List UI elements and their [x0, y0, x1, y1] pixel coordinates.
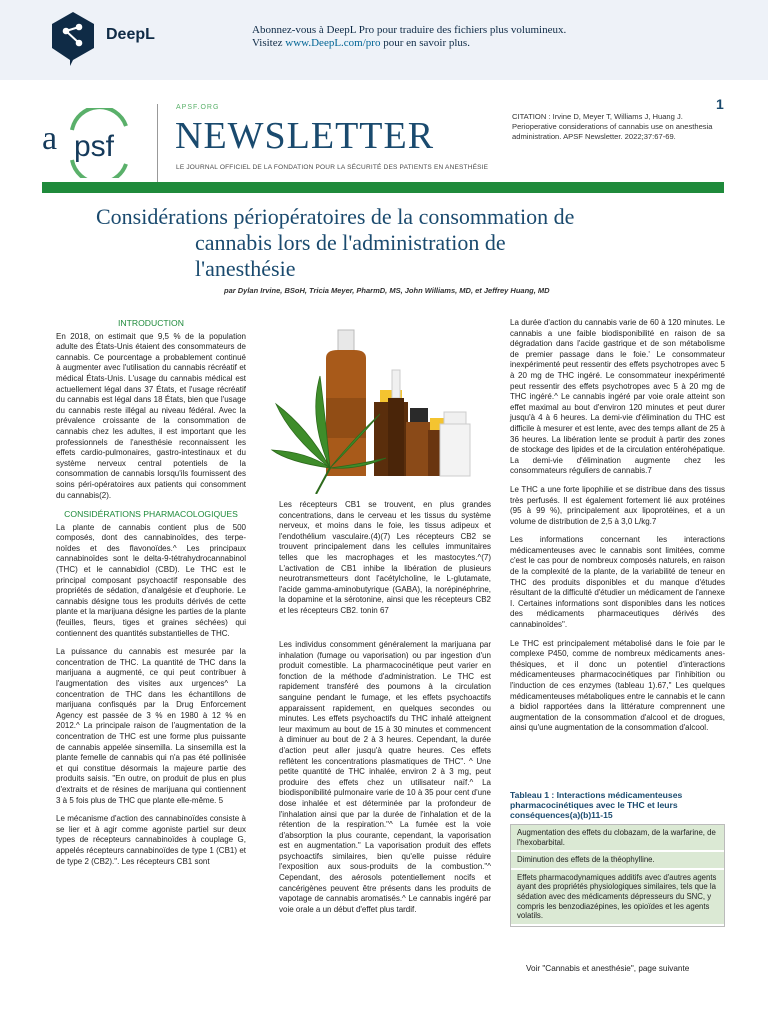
col3-paragraph-2: Le THC a une forte lipophilie et se distribue dans des tissus très perfusés. Il est également fortement lié aux protéines (95 à 99 %), principalement aux lipoprotéines, et a un volume de distribution de 2,5 à 3,0 L/kg.7	[510, 484, 725, 526]
column-1	[56, 318, 246, 875]
title-line-3: l'anesthésie	[195, 256, 296, 281]
table-rows	[510, 824, 725, 927]
banner-line2-prefix: Visitez	[252, 37, 286, 49]
newsletter-subtitle: LE JOURNAL OFFICIEL DE LA FONDATION POUR LA SÉCURITÉ DES PATIENTS EN ANESTHÉSIE	[176, 164, 489, 171]
table-row: Diminution des effets de la théophylline.	[511, 852, 724, 870]
intro-heading: INTRODUCTION	[118, 318, 184, 328]
col2-paragraph-1: Les récepteurs CB1 se trouvent, en plus grandes concentrations, dans le cerveau et les tissus du système nerveux, et moins dans le foie, les tissus adipeux et l'endothélium vasculaire.(4)(7) Les récepteurs CB2 se trouvent principalement dans les cellules immunitaires telles que les macrophages et les mastocytes.^(7) L'activation de CB1 inhibe la libération de plusieurs neurotransmetteurs dont l'acétylcholine, le L-glutamate, l'acide gamma-aminobutyrique (GABA), la norépinéphrine, la dopamine et la sérotonine, ainsi que les récepteurs CB2 et les récepteurs CB2. tonin 67	[279, 500, 491, 615]
org-url: APSF.ORG	[176, 104, 220, 111]
newsletter-title: NEWSLETTER	[175, 115, 435, 157]
banner-message	[252, 24, 566, 50]
col2-paragraph-2: Les individus consomment généralement la marijuana par inhalation (fumage ou vaporisation) ou par ingestion d'un produit comestible. La pharmacocinétique peut varier en fonction de la méthode d'administration. Le THC est rapidement transféré des poumons à la circulation sanguine pendant le fumage, et les effets psychoactifs apparaissent rapidement, en quelques secondes ou minutes. Les effets psychoactifs du THC inhalé atteignent leur maximum au bout de 15 à 30 minutes et commencent à diminuer au bout de 2 à 3 heures. Cependant, la durée d'action peut aller jusqu'à quatre heures. Ces effets reflètent les concentrations plasmatiques de THC". ^ Une petite quantité de THC inhalée, environ 2 à 3 mg, peut produire des effets chez un utilisateur naïf.^ La biodisponibilité pulmonaire varie de 10 à 35 pour cent d'une dose inhalée et est déterminée par la profondeur de l'inhalation ainsi que par la durée de l'inhalation et de la rétention de la respiration."^ La fumée est la voie d'absorption la plus courante, cependant, la vaporisation est en augmentation." La vaporisation produit des effets psychoactifs similaires, bien qu'elle puisse réduire l'exposition aux sous-produits de la combustion."^ Cependant, des aérosols potentiellement nocifs et cancérigènes peuvent être présents dans les produits de vapotage de cannabis aromatisés.^ Le cannabis ingéré par voie orale a un début d'effet plus tardif.	[279, 640, 491, 914]
deepl-logo-icon[interactable]	[48, 10, 98, 66]
apsf-logo-icon	[42, 108, 142, 178]
table-row: Augmentation des effets du clobazam, de la warfarine, de l'hexobarbital.	[511, 825, 724, 852]
continued-note: Voir "Cannabis et anesthésie", page suivante	[526, 964, 690, 973]
col3-paragraph-3: Les informations concernant les interactions médicamenteuses avec le cannabis sont limitées, comme c'est le cas pour de nombreux composés naturels, en raison de la complexité de la plante, de la variabilité de teneur en THC des produits disponibles et du manque d'études résultant de la difficulté d'étudier un médicament de l'annexe I. Certaines informations sont disponibles dans les notices des médicaments pharmaceutiques dérivés des cannabinoïdes".	[510, 535, 725, 630]
pharma-paragraph-2: La puissance du cannabis est mesurée par la concentration de THC. La quantité de THC dans la marijuana a augmenté, ce qui peut contribuer à l'augmentation des visites aux urgences^ La concentration de THC dans les échantillons de marijuana confisqués par la Drug Enforcement Agency est passée de 3 % en 1980 à 12 % en 2012.^ La principale raison de l'augmentation de la concentration de THC est une forme plus puissante de cannabis appelée sinsemilla. La sinsemilla est la plante femelle de cannabis qui n'a pas été pollinisée et qui constitue désormais la majeure partie des produits saisis. "En outre, on produit de plus en plus d'extraits et de résines de marijuana qui contiennent 3 à 5 fois plus de THC que plante elle-même. 5	[56, 647, 246, 805]
col3-paragraph-4: Le THC est principalement métabolisé dans le foie par le complexe P450, comme de nombreux médicaments anes- thésiques, et il donc un potentiel d'interactions médicamenteuses pharmacocinétiques par l'inhibition ou l'induction de ces enzymes (tableau 1).67," Les quelques médicamenteuses métaboliques entre le cannabis et le cann a bidiol rapportées dans la littérature comprennent une augmentation de la consommation d'alcool et de drogues, ainsi qu'une augmentation de la consommation d'alcool.	[510, 638, 725, 733]
title-line-2: cannabis lors de l'administration de	[195, 230, 506, 255]
col3-paragraph-1: La durée d'action du cannabis varie de 60 à 120 minutes. Le cannabis a une faible biodisponibilité en raison de sa dégradation dans l'acide gastrique et de son métabolisme de premier passage dans le foie.' Le consommateur inexpérimenté peut ressentir des effets psychotropes avec 5 à 20 mg de THC ingéré. Le consommateur inexpérimenté peut ressentir des effets psychotropes avec 5 à 20 mg de THC ingéré.^ Le cannabis ingéré par voie orale atteint son effet maximal au bout d'environ 120 minutes et peut durer jusqu'à 4 à 6 heures. La demi-vie d'élimination du THC est difficile à mesurer et est lente, avec des temps allant de 25 à 36 heures. La libération lente se produit à partir des zones de stockage des lipides et de la circulation entérohépatique. La demi-vie d'élimination augmente chez les consommateurs réguliers de cannabis.7	[510, 318, 725, 476]
apsf-logo-letter: a	[42, 120, 58, 157]
title-line-1: Considérations périopératoires de la consommation de	[96, 204, 575, 229]
table-title: Tableau 1 : Interactions médicamenteuses pharmacocinétiques avec le THC et leurs conséquences(a)(b)11-15	[510, 790, 683, 820]
column-2-upper	[279, 500, 491, 625]
deepl-banner	[0, 0, 768, 80]
header-divider	[157, 104, 158, 182]
banner-line2-suffix: pour en savoir plus.	[380, 37, 470, 49]
authors: par Dylan Irvine, BSoH, Tricia Meyer, PharmD, MS, John Williams, MD, et Jeffrey Huang, MD	[224, 286, 550, 295]
table-row: Effets pharmacodynamiques additifs avec d'autres agents ayant des propriétés physiologiques similaires, tels que la sédation avec des médicaments dépresseurs du SNC, y compris les benzodiazépines, les opioïdes et les agents volatils.	[511, 870, 724, 926]
column-3	[510, 318, 725, 742]
cannabis-bottles-photo	[268, 318, 496, 494]
banner-line1: Abonnez-vous à DeepL Pro pour traduire des fichiers plus volumineux.	[252, 24, 567, 36]
article-title	[96, 204, 716, 282]
intro-paragraph: En 2018, on estimait que 9,5 % de la population adulte des États-Unis étaient des consommateurs de cannabis. Ce pourcentage a probablement continué à augmenter avec l'utilisation du cannabis récréatif et médical États-Unis. L'usage du cannabis médical est actuellement légal dans 37 États, et l'usage récréatif du cannabis est légal dans 18 États, bien que l'usage du cannabis reste illégal au niveau fédéral. Avec la prévalence croissante de la consommation de cannabis chez les adultes, il est important que les professionnels de l'anesthésie reconnaissent les effets cardio-pulmonaires, gastro-intestinaux et du système nerveux central potentiels de la consommation de cannabis lorsqu'ils fournissent des soins péri-opératoires aux patients qui consomment du cannabis(2).	[56, 331, 246, 500]
header-green-bar	[42, 182, 724, 193]
pharma-paragraph-1: La plante de cannabis contient plus de 500 composés, dont des cannabinoïdes, des terpe-noïdes et des flavonoïdes.^ Les principaux cannabinoïdes sont le delta-9-tétrahydrocannabinol (THC) et le cannabidiol (CBD). Le THC est le principal composant psychoactif responsable des propriétés de sédation, d'analgésie et d'euphorie. Le cannabis désigne tous les produits dérivés de cette plante et la marijuana désigne les parties de la plante (feuilles, fleurs, tiges et graines séchées) qui contiennent des quantités substantielles de THC.	[56, 522, 246, 638]
svg-text:psf: psf	[74, 130, 115, 163]
banner-line2	[252, 37, 566, 50]
citation: CITATION : Irvine D, Meyer T, Williams J, Huang J. Perioperative considerations of cannabis use on anesthesia administration. APSF Newsletter. 2022;37:67-69.	[512, 112, 713, 141]
pharma-paragraph-3: Le mécanisme d'action des cannabinoïdes consiste à se lier et à agir comme agoniste partiel sur deux types de récepteurs cannabinoïdes à couplage G, appelés récepteurs cannabinoïdes de type 1 (CB1) et de type 2 (CB2).". Les récepteurs CB1 sont	[56, 814, 246, 866]
deepl-brand: DeepL	[106, 26, 155, 43]
column-2-lower	[279, 640, 491, 923]
pharma-heading: CONSIDÉRATIONS PHARMACOLOGIQUES	[64, 509, 238, 520]
interactions-table	[510, 790, 725, 980]
page-number: 1	[716, 96, 724, 112]
deepl-pro-link[interactable]: www.DeepL.com/pro	[285, 37, 381, 49]
